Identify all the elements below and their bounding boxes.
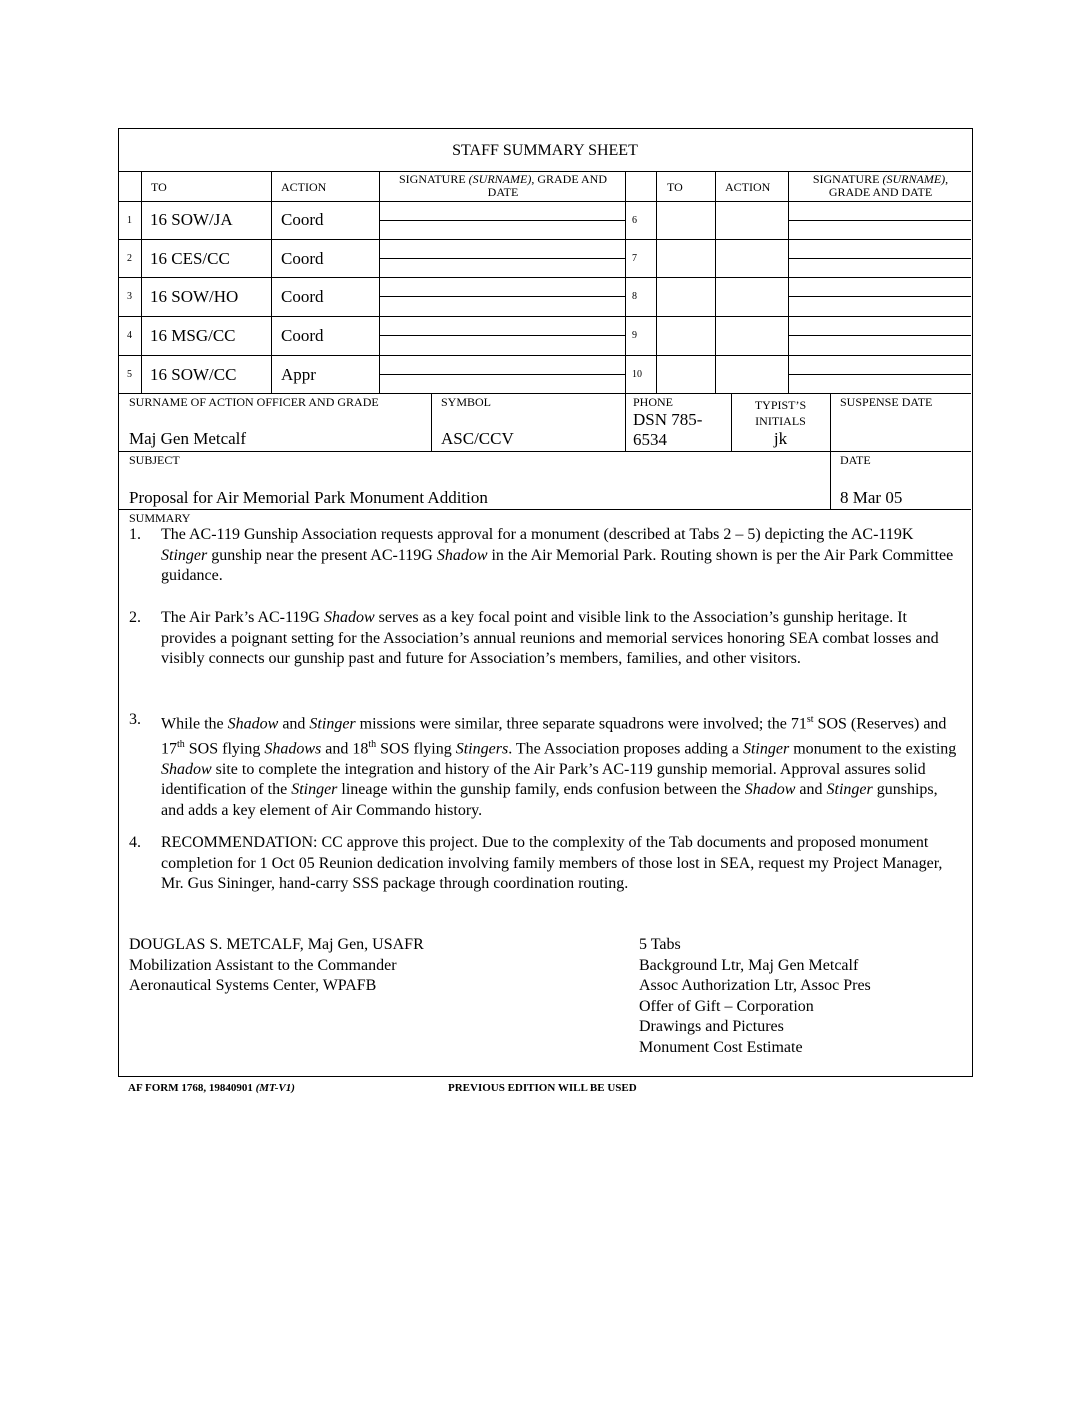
tab-item: 5 Tabs	[639, 936, 681, 953]
row-number: 6	[632, 215, 637, 226]
row-number: 2	[127, 253, 132, 264]
routing-action: Coord	[281, 249, 324, 268]
symbol-value: ASC/CCV	[441, 429, 514, 448]
paragraph-number: 1.	[129, 526, 141, 543]
header-action-left: ACTION	[281, 180, 327, 194]
paragraph-text: The Air Park’s AC-119G Shadow serves as a key focal point and visible link to the Association’s gunship heritage. It provides a poignant setting for the Association’s annual reunions and memorial services honoring SEA combat losses and visibly connects our gunship past and future for Association’s members, families, and other visitors.	[161, 609, 939, 667]
routing-action: Coord	[281, 287, 324, 306]
routing-action: Coord	[281, 210, 324, 229]
tabs-list	[639, 935, 871, 1058]
header-to-right: TO	[667, 180, 683, 194]
row-number: 9	[632, 330, 637, 341]
date-value: 8 Mar 05	[840, 488, 903, 507]
paragraph-text: While the Shadow and Stinger missions were similar, three separate squadrons were involved; the 71st SOS (Reserves) and 17th SOS flying Shadows and 18th SOS flying Stingers. The Association proposes adding a Stinger monument to the existing Shadow site to complete the integration and history of the Air Park’s AC-119 gunship memorial. Approval assures solid identification of the Stinger lineage within the gunship family, ends confusion between the Shadow and Stinger gunships, and adds a key element of Air Commando history.	[161, 714, 957, 819]
row-number: 5	[127, 369, 132, 380]
routing-to: 16 CES/CC	[150, 249, 230, 268]
header-signature-left: SIGNATURE (SURNAME), GRADE AND DATE	[399, 172, 607, 199]
suspense-label: SUSPENSE DATE	[840, 395, 933, 409]
signature-line: DOUGLAS S. METCALF, Maj Gen, USAFR	[129, 936, 424, 953]
symbol-label: SYMBOL	[441, 395, 492, 409]
officer-label: SURNAME OF ACTION OFFICER AND GRADE	[129, 395, 379, 409]
summary-label: SUMMARY	[129, 511, 191, 525]
typist-label: TYPIST’S INITIALS	[754, 398, 807, 428]
signature-line: Aeronautical Systems Center, WPAFB	[129, 977, 377, 994]
subject-label: SUBJECT	[129, 453, 180, 467]
row-number: 4	[127, 330, 132, 341]
paragraph-number: 2.	[129, 609, 141, 626]
header-signature-right: SIGNATURE (SURNAME), GRADE AND DATE	[812, 172, 949, 199]
row-number: 8	[632, 291, 637, 302]
officer-value: Maj Gen Metcalf	[129, 429, 247, 448]
row-number: 7	[632, 253, 637, 264]
typist-value: jk	[773, 429, 788, 448]
routing-to: 16 MSG/CC	[150, 326, 236, 345]
tab-item: Background Ltr, Maj Gen Metcalf	[639, 956, 859, 974]
phone-value: DSN 785- 6534	[633, 410, 703, 449]
routing-to: 16 SOW/HO	[150, 287, 239, 306]
phone-label: PHONE	[633, 395, 674, 409]
tab-item: Drawings and Pictures	[639, 1018, 784, 1035]
row-number: 1	[127, 215, 132, 226]
paragraph-number: 4.	[129, 834, 141, 851]
form-title: STAFF SUMMARY SHEET	[452, 142, 638, 159]
header-action-right: ACTION	[725, 180, 771, 194]
routing-to: 16 SOW/JA	[150, 210, 233, 229]
edition-note: PREVIOUS EDITION WILL BE USED	[448, 1082, 637, 1094]
routing-action: Coord	[281, 326, 324, 345]
routing-action: Appr	[281, 365, 316, 384]
header-to-left: TO	[151, 180, 167, 194]
row-number: 10	[632, 369, 642, 380]
form-id: AF FORM 1768, 19840901 (MT-V1)	[128, 1082, 295, 1094]
tab-item: Assoc Authorization Ltr, Assoc Pres	[639, 977, 871, 994]
tab-item: Monument Cost Estimate	[639, 1038, 803, 1056]
staff-summary-form	[118, 128, 973, 1077]
routing-to: 16 SOW/CC	[150, 365, 237, 384]
tab-item: Offer of Gift – Corporation	[639, 997, 814, 1015]
signature-line: Mobilization Assistant to the Commander	[129, 956, 397, 974]
paragraph-text: RECOMMENDATION: CC approve this project. Due to the complexity of the Tab documents and proposed monument completion for 1 Oct 05 Reunion dedication involving family members of those lost in SEA, request my Project Manager, Mr. Gus Sininger, hand-carry SSS package through coordination routing.	[161, 834, 943, 892]
date-label: DATE	[840, 453, 871, 467]
row-number: 3	[127, 291, 132, 302]
paragraph-number: 3.	[129, 711, 141, 728]
signature-block	[129, 935, 424, 997]
paragraph-text: The AC-119 Gunship Association requests approval for a monument (described at Tabs 2 – 5) depicting the AC-119K Stinger gunship near the present AC-119G Shadow in the Air Memorial Park. Routing shown is per the Air Park Committee guidance.	[161, 526, 954, 584]
subject-value: Proposal for Air Memorial Park Monument Addition	[129, 488, 488, 507]
